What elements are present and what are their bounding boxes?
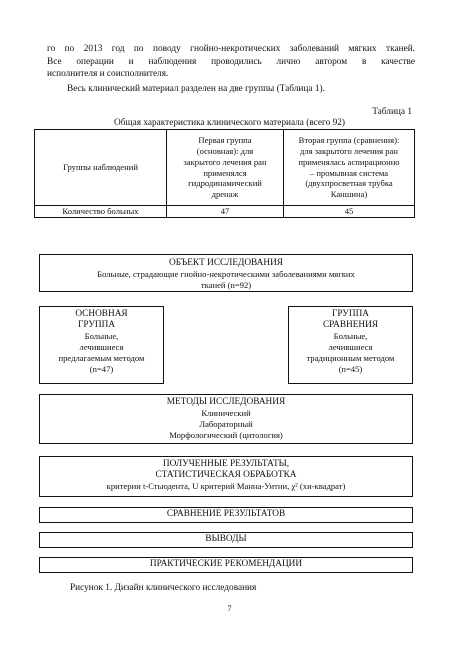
table-header-row bbox=[35, 130, 415, 206]
table-header-group1 bbox=[167, 130, 284, 206]
comparison-group-line: (n=45) bbox=[338, 364, 363, 374]
object-line: Больные, страдающие гнойно-некротическими заболеваниями мягких bbox=[97, 269, 355, 279]
main-group-line: Больные, bbox=[84, 331, 119, 341]
comparison-group-line: лечившиеся bbox=[328, 342, 373, 352]
figure-caption: Рисунок 1. Дизайн клинического исследования bbox=[70, 583, 257, 593]
header-line: Вторая группа (сравнения): bbox=[298, 135, 400, 146]
table-cell-group2: 45 bbox=[284, 206, 415, 218]
intro-paragraph-2 bbox=[47, 83, 415, 96]
conclusions-title: ВЫВОДЫ bbox=[205, 534, 247, 544]
intro-line: исполнителя и соисполнителя. bbox=[47, 69, 169, 80]
header-line: для закрытого лечения ран bbox=[300, 145, 398, 156]
results-criteria: критерии t-Стьюдента, U критерий Манна-Уитни, χ² (хи-квадрат) bbox=[106, 481, 346, 491]
recommendations-box bbox=[39, 557, 413, 573]
comparison-box bbox=[39, 507, 413, 523]
main-group-line: (n=47) bbox=[89, 364, 114, 374]
methods-box bbox=[39, 394, 413, 444]
methods-item: Клинический bbox=[201, 408, 251, 418]
main-group-title: ГРУППА bbox=[78, 320, 116, 330]
header-line: гидродинамический bbox=[188, 178, 262, 189]
header-line: применялась аспирационно bbox=[298, 156, 400, 167]
object-box bbox=[39, 254, 413, 292]
main-group-box bbox=[39, 306, 164, 384]
header-line: – промывная система bbox=[309, 167, 389, 178]
groups-table bbox=[34, 129, 415, 218]
table-header-label: Группы наблюдений bbox=[35, 130, 167, 206]
table-row bbox=[35, 206, 415, 218]
intro-line: Весь клинический материал разделен на две группы (Таблица 1). bbox=[67, 84, 325, 94]
results-title: ПОЛУЧЕННЫЕ РЕЗУЛЬТАТЫ, bbox=[162, 459, 290, 469]
comparison-group-line: традиционным методом bbox=[306, 353, 395, 363]
header-line: Первая группа bbox=[198, 135, 252, 146]
comparison-group-box bbox=[288, 306, 413, 384]
results-title: СТАТИСТИЧЕСКАЯ ОБРАБОТКА bbox=[155, 470, 297, 480]
header-line: (двухпросветная трубка bbox=[305, 178, 393, 189]
object-title: ОБЪЕКТ ИССЛЕДОВАНИЯ bbox=[168, 258, 284, 268]
comparison-title: СРАВНЕНИЕ РЕЗУЛЬТАТОВ bbox=[166, 509, 286, 519]
table-title: Общая характеристика клинического материала (всего 92) bbox=[113, 118, 345, 128]
intro-line: го по 2013 год по поводу гнойно-некротических заболеваний мягких тканей. bbox=[47, 44, 415, 54]
intro-paragraph bbox=[47, 43, 415, 81]
object-line: тканей (n=92) bbox=[200, 280, 252, 290]
intro-line: Все операции и наблюдения проводились лично автором в качестве bbox=[47, 56, 415, 67]
table-cell-group1: 47 bbox=[167, 206, 284, 218]
table-number: Таблица 1 bbox=[372, 107, 412, 117]
header-line: дренаж bbox=[211, 189, 239, 200]
main-group-line: предлагаемым методом bbox=[58, 353, 145, 363]
table-header-group2 bbox=[284, 130, 415, 206]
recommendations-title: ПРАКТИЧЕСКИЕ РЕКОМЕНДАЦИИ bbox=[149, 559, 303, 569]
methods-item: Лабораторный bbox=[199, 419, 253, 429]
conclusions-box bbox=[39, 532, 413, 548]
results-box bbox=[39, 456, 413, 497]
main-group-title: ОСНОВНАЯ bbox=[75, 309, 128, 319]
comparison-group-line: Больные, bbox=[333, 331, 368, 341]
header-line: закрытого лечения ран bbox=[183, 156, 267, 167]
comparison-group-title: ГРУППА bbox=[331, 309, 370, 319]
table-row-label: Количество больных bbox=[35, 206, 167, 218]
header-line: применялся bbox=[203, 167, 247, 178]
main-group-line: лечившиеся bbox=[79, 342, 124, 352]
comparison-group-title: СРАВНЕНИЯ bbox=[322, 320, 379, 330]
header-line: (основная): для bbox=[196, 145, 254, 156]
header-line: Каншина) bbox=[330, 189, 368, 200]
page-number: 7 bbox=[227, 604, 232, 613]
methods-item: Морфологический (цитология) bbox=[169, 430, 283, 440]
methods-title: МЕТОДЫ ИССЛЕДОВАНИЯ bbox=[166, 397, 286, 407]
